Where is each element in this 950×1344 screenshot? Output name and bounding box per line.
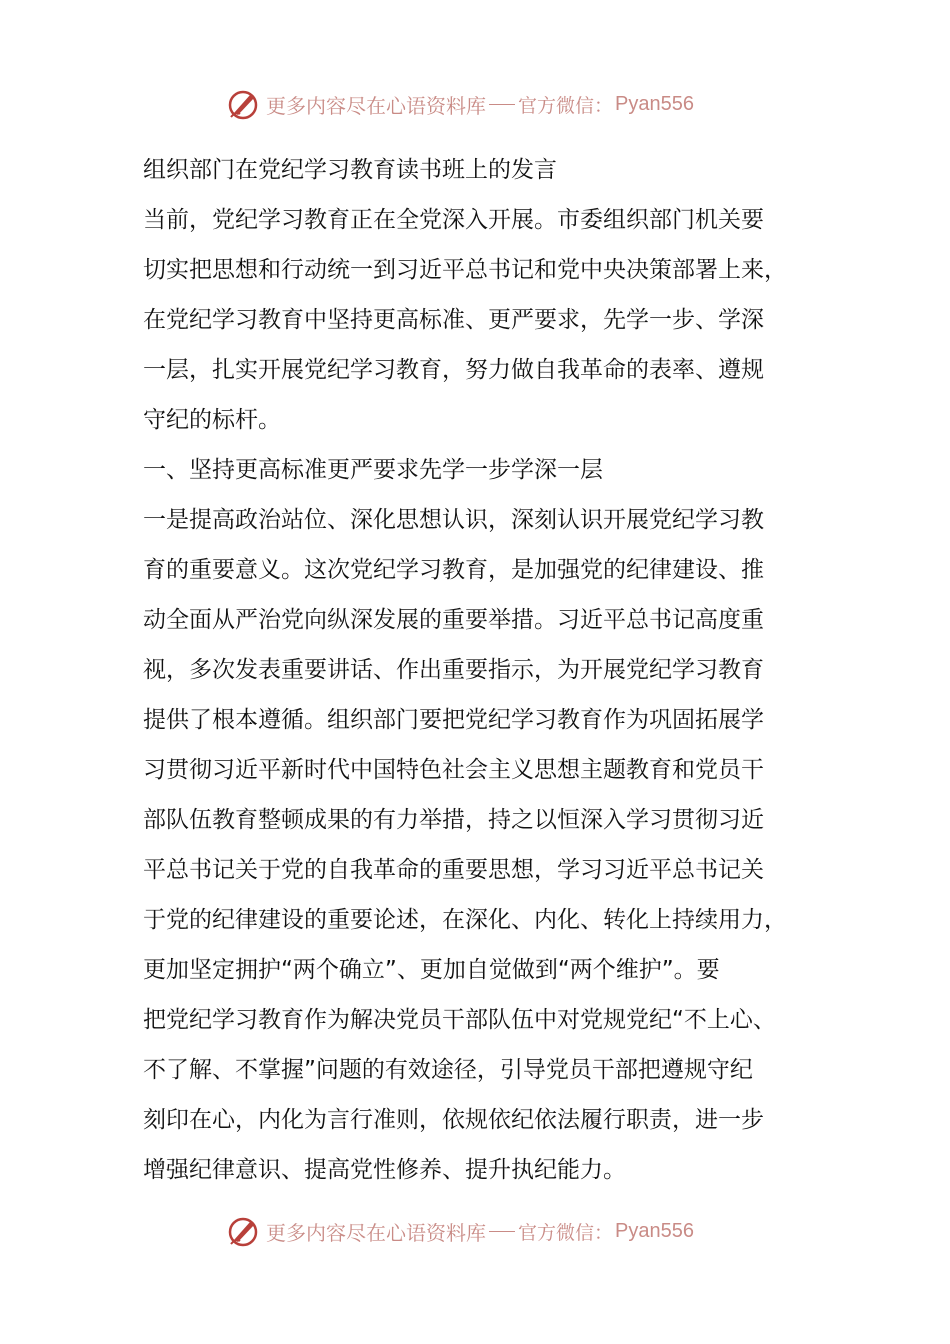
watermark-sub-text: 官方微信： xyxy=(518,1221,614,1244)
paragraph-line: 增强纪律意识、提高党性修养、提升执纪能力。 xyxy=(143,1157,626,1183)
watermark-dash xyxy=(489,1231,515,1232)
paragraph-line: 提供了根本遵循。组织部门要把党纪学习教育作为巩固拓展学 xyxy=(143,707,764,733)
pen-logo-icon xyxy=(226,1214,260,1248)
paragraph-line: 部队伍教育整顿成果的有力举措，持之以恒深入学习贯彻习近 xyxy=(143,807,764,833)
intro-line: 当前，党纪学习教育正在全党深入开展。市委组织部门机关要 xyxy=(143,207,764,233)
paragraph-line: 视，多次发表重要讲话、作出重要指示，为开展党纪学习教育 xyxy=(143,657,764,683)
watermark-id: Pyan556 xyxy=(615,1219,694,1242)
paragraph-line: 不了解、不掌握”问题的有效途径，引导党员干部把遵规守纪 xyxy=(143,1057,753,1083)
section-heading: 一、坚持更高标准更严要求先学一步学深一层 xyxy=(143,457,603,483)
watermark-id: Pyan556 xyxy=(615,92,694,115)
paragraph-line: 平总书记关于党的自我革命的重要思想，学习习近平总书记关 xyxy=(143,857,764,883)
paragraph-line: 动全面从严治党向纵深发展的重要举措。习近平总书记高度重 xyxy=(143,607,764,633)
paragraph-line: 更加坚定拥护“两个确立”、更加自觉做到“两个维护”。要 xyxy=(143,957,720,983)
document-body xyxy=(143,145,815,1195)
watermark-main-text: 更多内容尽在心语资料库 xyxy=(266,1220,486,1245)
watermark-dash xyxy=(489,104,515,105)
intro-line: 在党纪学习教育中坚持更高标准、更严要求，先学一步、学深 xyxy=(143,307,764,333)
intro-line: 守纪的标杆。 xyxy=(143,407,281,433)
paragraph-line: 于党的纪律建设的重要论述，在深化、内化、转化上持续用力， xyxy=(143,907,787,933)
document-title: 组织部门在党纪学习教育读书班上的发言 xyxy=(143,157,557,183)
paragraph-line: 把党纪学习教育作为解决党员干部队伍中对党规党纪“不上心、 xyxy=(143,1007,776,1033)
paragraph-line: 刻印在心，内化为言行准则，依规依纪依法履行职责，进一步 xyxy=(143,1107,764,1133)
watermark-main-text: 更多内容尽在心语资料库 xyxy=(266,93,486,118)
paragraph-line: 习贯彻习近平新时代中国特色社会主义思想主题教育和党员干 xyxy=(143,757,764,783)
paragraph-line: 一是提高政治站位、深化思想认识，深刻认识开展党纪学习教 xyxy=(143,507,764,533)
paragraph-line: 育的重要意义。这次党纪学习教育，是加强党的纪律建设、推 xyxy=(143,557,764,583)
pen-logo-icon xyxy=(226,87,260,121)
intro-line: 切实把思想和行动统一到习近平总书记和党中央决策部署上来， xyxy=(143,257,787,283)
footer-watermark xyxy=(226,1213,694,1249)
intro-line: 一层，扎实开展党纪学习教育，努力做自我革命的表率、遵规 xyxy=(143,357,764,383)
header-watermark xyxy=(226,86,694,122)
watermark-sub-text: 官方微信： xyxy=(518,94,614,117)
